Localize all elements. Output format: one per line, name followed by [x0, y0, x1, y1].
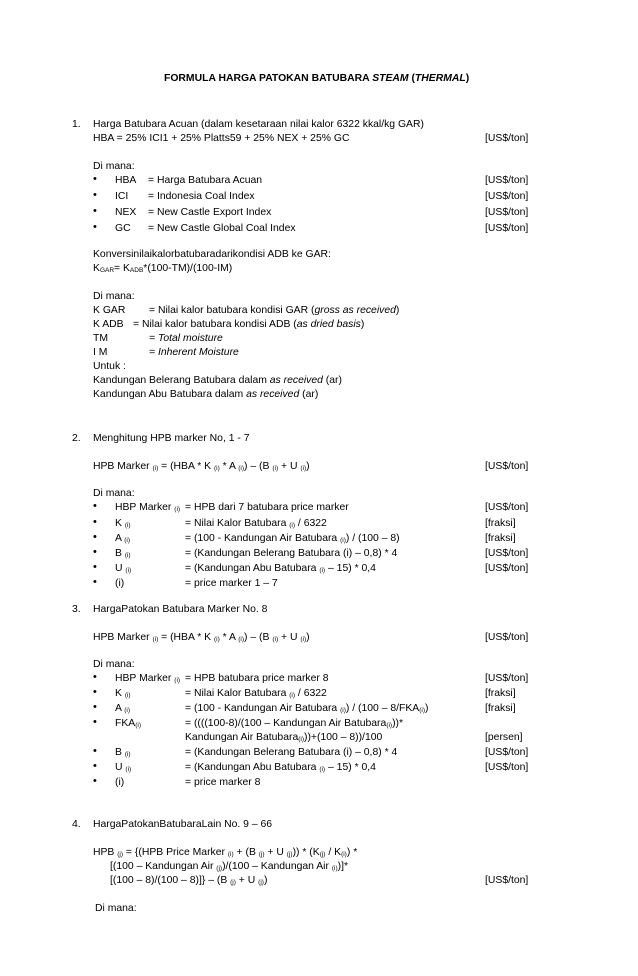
formula-unit: [US$/ton] — [485, 875, 529, 886]
hbp-marker-desc: = HPB batubara price marker 8 — [185, 673, 329, 684]
section-3-heading: HargaPatokan Batubara Marker No. 8 — [93, 604, 268, 615]
u-unit: [US$/ton] — [485, 563, 529, 574]
hbp-marker-code: HBP Marker $_{(i)}$ — [115, 673, 181, 684]
tm-label: TM — [93, 333, 109, 344]
hba-unit: [US$/ton] — [485, 175, 529, 186]
bullet-icon: • — [93, 189, 97, 201]
hbp-marker-unit: [US$/ton] — [485, 673, 529, 684]
dimana-label: Di mana: — [93, 291, 135, 302]
section-1-heading: Harga Batubara Acuan (dalam kesetaraan nilai kalor 6322 kkal/kg GAR) — [93, 119, 424, 130]
u-desc: = (Kandungan Abu Batubara $_{(i)}$ – 15) * 0,4 — [185, 762, 376, 773]
bullet-icon: • — [93, 576, 97, 588]
belerang-line: Kandungan Belerang Batubara dalam as received (ar) — [93, 375, 342, 386]
bullet-icon: • — [93, 205, 97, 217]
hba-formula: HBA = 25% ICI1 + 25% Platts59 + 25% NEX + 25% GC — [93, 133, 350, 144]
i-desc: = price marker 8 — [185, 777, 261, 788]
untuk-label: Untuk : — [93, 361, 126, 372]
gc-desc: = New Castle Global Coal Index — [148, 223, 296, 234]
hpb-marker-formula: HPB Marker $_{(i)}$ = (HBA * K $_{(i)}$ * A $_{(i)}$) – (B $_{(i)}$ + U $_{(i)}$) — [93, 632, 310, 643]
section-2-heading: Menghitung HPB marker No, 1 - 7 — [93, 433, 250, 444]
bullet-icon: • — [93, 716, 97, 728]
bullet-icon: • — [93, 516, 97, 528]
i-code: (i) — [115, 777, 125, 788]
formula-unit: [US$/ton] — [485, 461, 529, 472]
section-1-number: 1. — [72, 119, 81, 130]
section-4-heading: HargaPatokanBatubaraLain No. 9 – 66 — [93, 819, 273, 830]
hba-code: HBA — [115, 175, 137, 186]
u-code: U $_{(i)}$ — [115, 762, 132, 773]
i-code: (i) — [115, 578, 125, 589]
gc-unit: [US$/ton] — [485, 223, 529, 234]
kadb-label: K ADB — [93, 319, 124, 330]
b-code: B $_{(i)}$ — [115, 747, 131, 758]
k-unit: [fraksi] — [485, 688, 516, 699]
hbp-marker-code: HBP Marker $_{(i)}$ — [115, 502, 181, 513]
b-desc: = (Kandungan Belerang Batubara (i) – 0,8) * 4 — [185, 747, 398, 758]
hba-desc: = Harga Batubara Acuan — [148, 175, 263, 186]
ici-code: ICI — [115, 191, 129, 202]
section-4-number: 4. — [72, 819, 81, 830]
i-desc: = price marker 1 – 7 — [185, 578, 278, 589]
a-unit: [fraksi] — [485, 533, 516, 544]
hpb-lain-formula-line2: [(100 – Kandungan Air $_{(j)}$)/(100 – Kandungan Air $_{(i)}$)]* — [110, 861, 349, 872]
nex-desc: = New Castle Export Index — [148, 207, 272, 218]
fka-code: $FKA_{(i)}$ — [115, 718, 141, 729]
hpb-lain-formula-line3: [(100 – 8)/(100 – 8)]} – (B $_{(j)}$ + U $_{(j)}$) — [110, 875, 268, 886]
bullet-icon: • — [93, 760, 97, 772]
dimana-label: Di mana: — [95, 903, 137, 914]
bullet-icon: • — [93, 775, 97, 787]
fka-unit: [persen] — [485, 732, 523, 743]
bullet-icon: • — [93, 745, 97, 757]
fka-desc-line2: Kandungan Air Batubara$_{(i)}$))+(100 – 8))/100 — [185, 732, 383, 743]
u-code: U $_{(i)}$ — [115, 563, 132, 574]
abu-line: Kandungan Abu Batubara dalam as received (ar) — [93, 389, 319, 400]
a-code: A $_{(i)}$ — [115, 533, 131, 544]
a-code: A $_{(i)}$ — [115, 703, 131, 714]
ici-unit: [US$/ton] — [485, 191, 529, 202]
hbp-marker-unit: [US$/ton] — [485, 502, 529, 513]
im-label: I M — [93, 347, 108, 358]
k-code: K $_{(i)}$ — [115, 688, 131, 699]
section-2-number: 2. — [72, 433, 81, 444]
kgar-desc: = Nilai kalor batubara kondisi GAR (gross as received) — [149, 305, 400, 316]
konversi-text: Konversinilaikalorbatubaradarikondisi ADB ke GAR: — [93, 249, 331, 260]
a-unit: [fraksi] — [485, 703, 516, 714]
hpb-lain-formula-line1: HPB $_{(j)}$ = {(HPB Price Marker $_{(i)}$ + (B $_{(j)}$ + U $_{(j)})) * (K_{(j)} / K_{(i)})$ * — [93, 847, 358, 858]
bullet-icon: • — [93, 686, 97, 698]
fka-desc: = ((((100-8)/(100 – Kandungan Air Batubara$_{(i)}$))* — [185, 718, 404, 729]
bullet-icon: • — [93, 173, 97, 185]
b-desc: = (Kandungan Belerang Batubara (i) – 0,8) * 4 — [185, 548, 398, 559]
bullet-icon: • — [93, 531, 97, 543]
bullet-icon: • — [93, 671, 97, 683]
bullet-icon: • — [93, 701, 97, 713]
page-title: FORMULA HARGA PATOKAN BATUBARA STEAM (THERMAL) — [164, 73, 470, 84]
hba-formula-unit: [US$/ton] — [485, 133, 529, 144]
b-unit: [US$/ton] — [485, 747, 529, 758]
k-desc: = Nilai Kalor Batubara $_{(i)}$ / 6322 — [185, 688, 327, 699]
dimana-label: Di mana: — [93, 659, 135, 670]
u-unit: [US$/ton] — [485, 762, 529, 773]
hbp-marker-desc: = HPB dari 7 batubara price marker — [185, 502, 349, 513]
b-unit: [US$/ton] — [485, 548, 529, 559]
a-desc: = (100 - Kandungan Air Batubara $_{(i)}$) / (100 – 8) — [185, 533, 400, 544]
im-desc: = Inherent Moisture — [149, 347, 239, 358]
nex-unit: [US$/ton] — [485, 207, 529, 218]
k-code: K $_{(i)}$ — [115, 518, 131, 529]
u-desc: = (Kandungan Abu Batubara $_{(i)}$ – 15) * 0,4 — [185, 563, 376, 574]
bullet-icon: • — [93, 500, 97, 512]
k-desc: = Nilai Kalor Batubara $_{(i)}$ / 6322 — [185, 518, 327, 529]
ici-desc: = Indonesia Coal Index — [148, 191, 255, 202]
bullet-icon: • — [93, 561, 97, 573]
kgar-label: K GAR — [93, 305, 126, 316]
kgar-formula: $K_{GAR}= K_{ADB}*(100-TM)/(100-IM)$ — [93, 263, 233, 274]
a-desc: = (100 - Kandungan Air Batubara $_{(i)}) / (100 - 8/FKA_{(i)})$ — [185, 703, 429, 714]
b-code: B $_{(i)}$ — [115, 548, 131, 559]
formula-unit: [US$/ton] — [485, 632, 529, 643]
tm-desc: = Total moisture — [149, 333, 223, 344]
section-3-number: 3. — [72, 604, 81, 615]
bullet-icon: • — [93, 546, 97, 558]
k-unit: [fraksi] — [485, 518, 516, 529]
kadb-desc: = Nilai kalor batubara kondisi ADB (as dried basis) — [133, 319, 365, 330]
nex-code: NEX — [115, 207, 137, 218]
dimana-label: Di mana: — [93, 161, 135, 172]
bullet-icon: • — [93, 221, 97, 233]
dimana-label: Di mana: — [93, 488, 135, 499]
hpb-marker-formula: HPB Marker $_{(i)}$ = (HBA * K $_{(i)}$ * A $_{(i)}$) – (B $_{(i)}$ + U $_{(i)}$) — [93, 461, 310, 472]
gc-code: GC — [115, 223, 131, 234]
